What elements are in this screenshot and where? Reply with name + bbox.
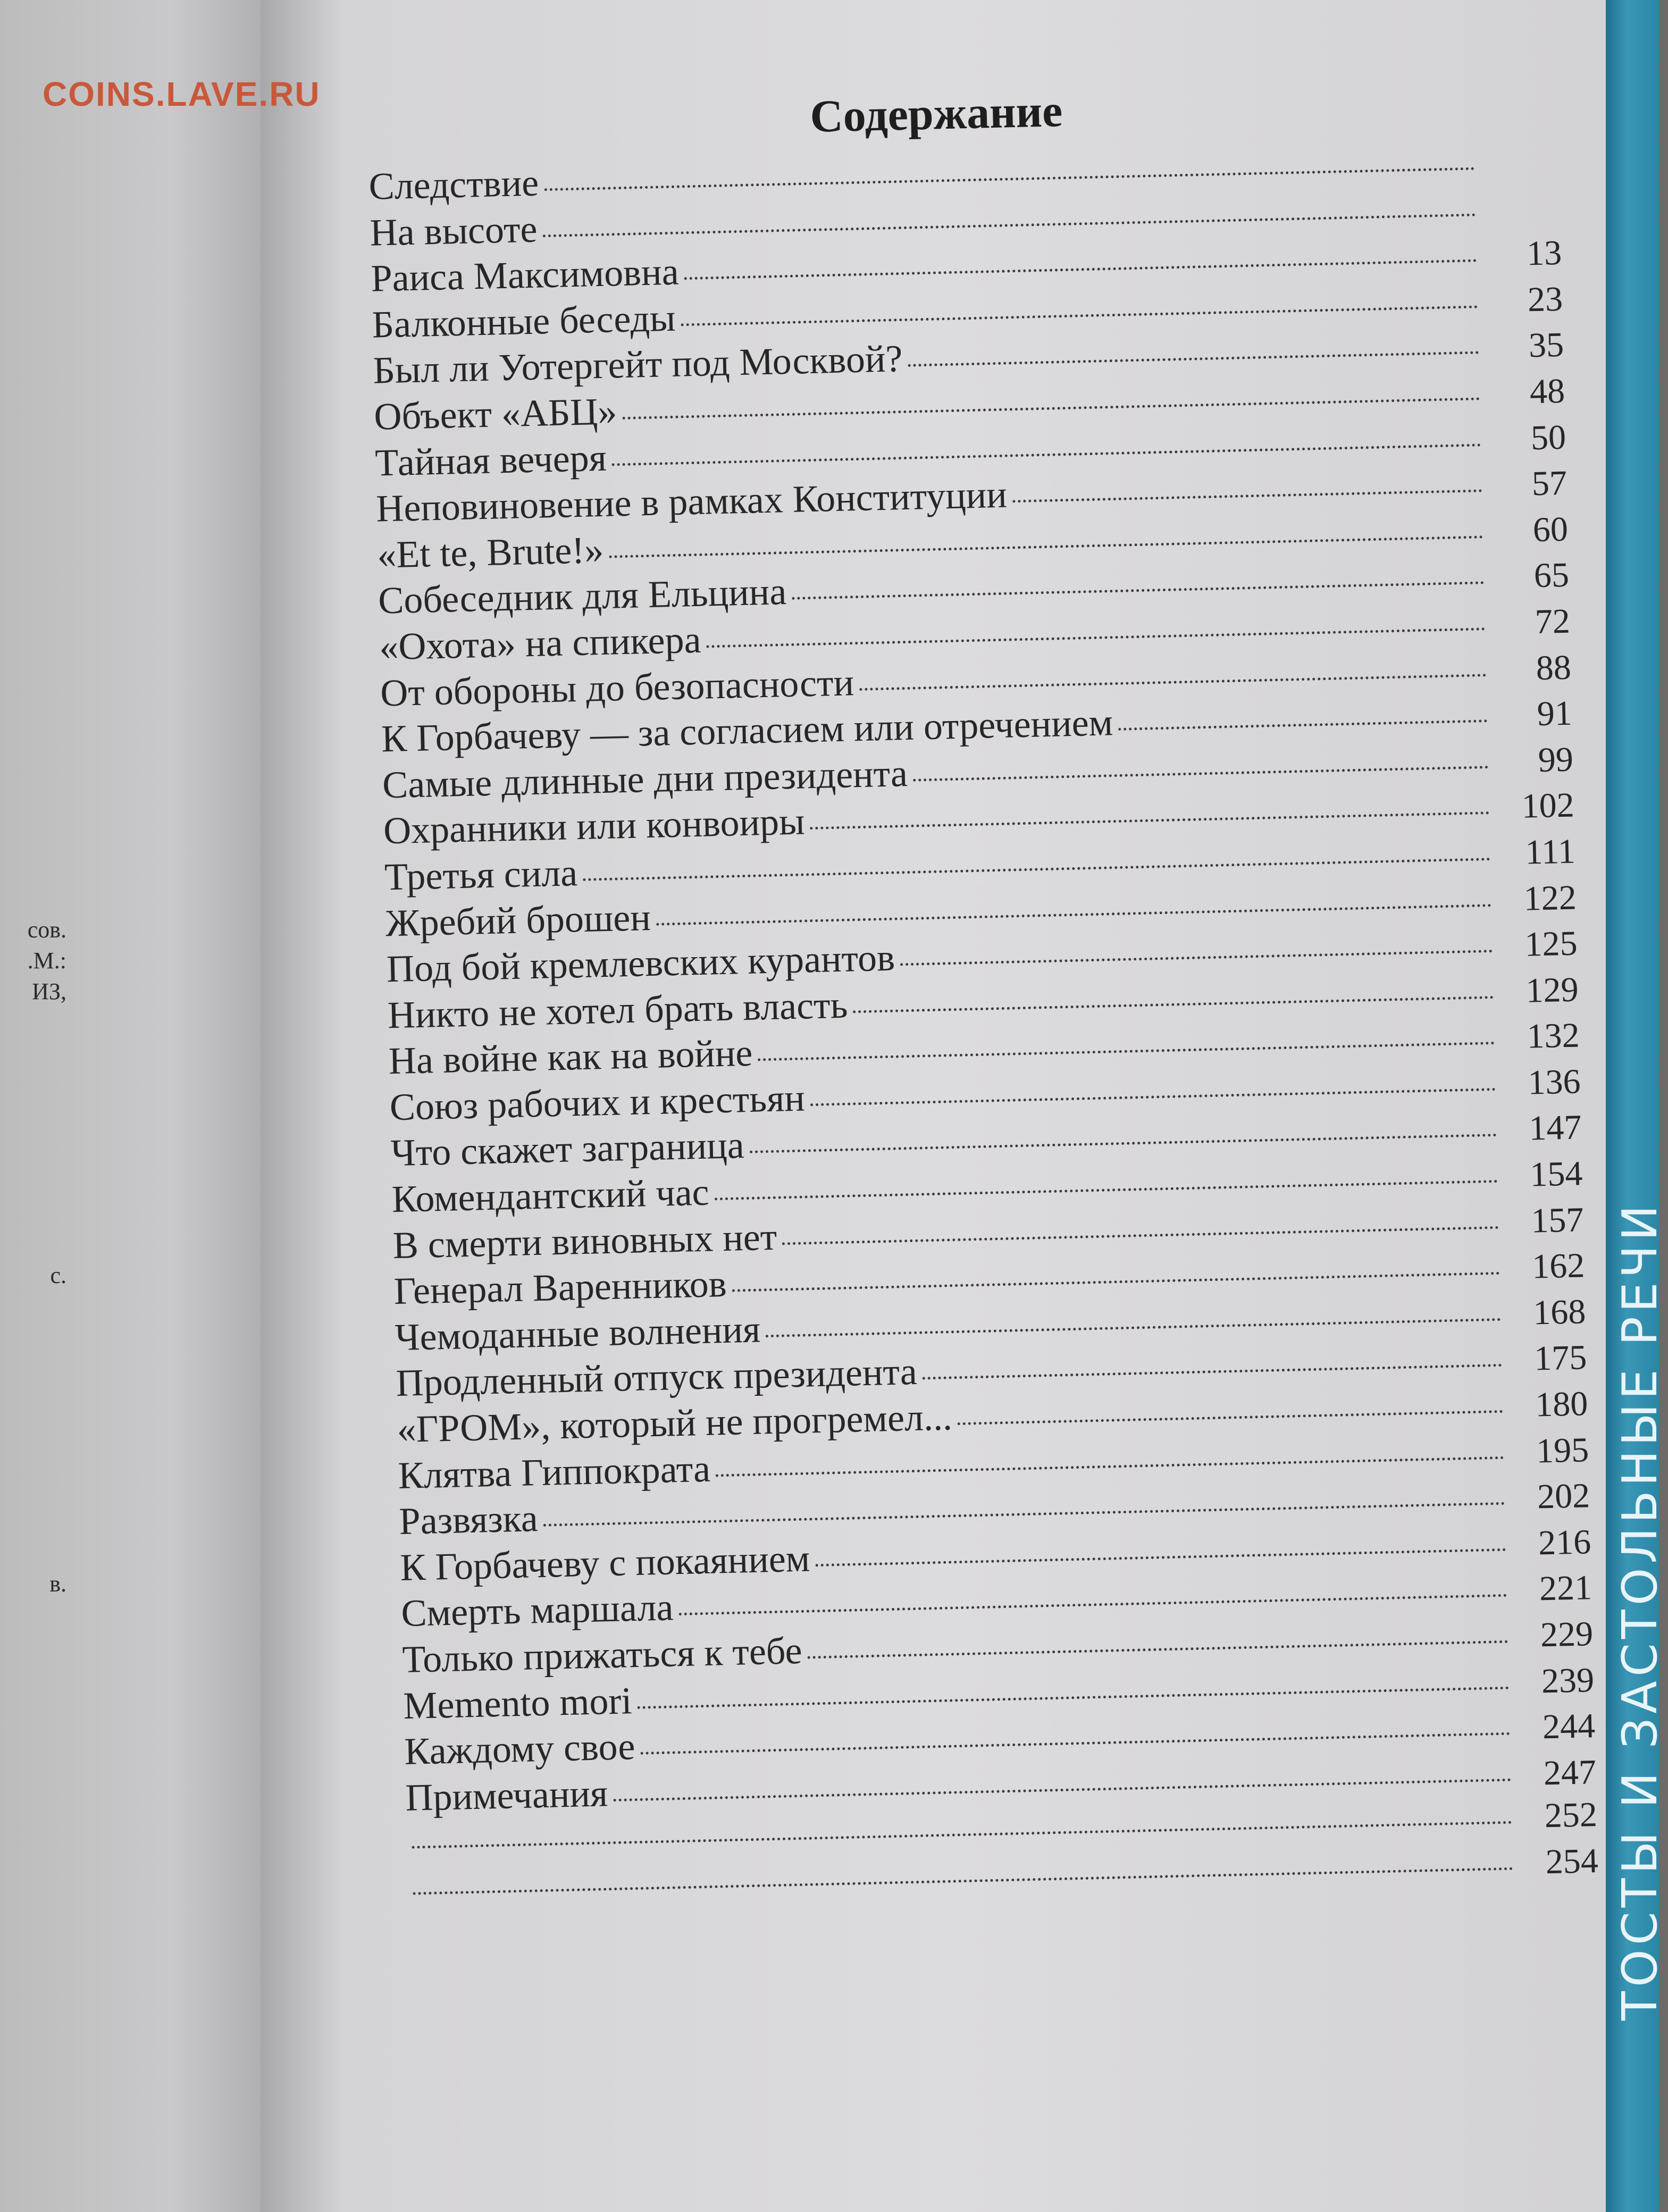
toc-entry-page: 180 xyxy=(1535,1384,1589,1425)
left-fragment: .М.: xyxy=(27,948,66,974)
toc-entry-title: На высоте xyxy=(369,207,538,254)
toc-dot-leader xyxy=(732,1272,1500,1292)
toc-entry-title: Третья сила xyxy=(384,851,578,899)
toc-dot-leader xyxy=(716,1456,1504,1477)
toc-dot-leader xyxy=(758,1042,1494,1061)
toc-dot-leader xyxy=(908,351,1479,367)
toc-dot-leader xyxy=(853,996,1494,1013)
toc-entry-page: 175 xyxy=(1533,1338,1588,1378)
toc-entry-page: 136 xyxy=(1527,1062,1581,1102)
toc-entry-page: 229 xyxy=(1540,1614,1594,1655)
toc-entry-page: 35 xyxy=(1528,325,1564,365)
toc-entry-title: Комендантский час xyxy=(391,1170,710,1221)
toc-entry-page: 88 xyxy=(1535,648,1572,688)
toc-entry-page xyxy=(1480,172,1560,174)
toc-dot-leader xyxy=(613,1778,1511,1801)
left-fragment: в. xyxy=(49,1571,66,1597)
toc-dot-leader xyxy=(1012,489,1482,502)
toc-entry-title: Только прижаться к тебе xyxy=(401,1629,803,1681)
toc-dot-leader xyxy=(543,213,1476,237)
toc-dot-leader xyxy=(612,443,1481,466)
toc-entry-page: 157 xyxy=(1530,1200,1585,1241)
left-fragment: с. xyxy=(50,1262,66,1288)
toc-entry-page: 132 xyxy=(1526,1016,1580,1056)
toc-dot-leader xyxy=(1118,719,1487,731)
toc-entry-title: Был ли Уотергейт под Москвой? xyxy=(372,337,903,392)
toc-dot-leader xyxy=(810,811,1489,830)
toc-entry-title: Собеседник для Ельцина xyxy=(378,570,787,622)
toc-dot-leader xyxy=(782,1226,1498,1245)
toc-entry-page: 216 xyxy=(1538,1522,1591,1563)
toc-entry-page: 50 xyxy=(1530,417,1566,457)
toc-entry-page: 122 xyxy=(1523,878,1577,918)
toc-entry-page: 154 xyxy=(1529,1154,1583,1194)
toc-dot-leader xyxy=(684,259,1477,280)
toc-entry-title: Жребий брошен xyxy=(385,895,651,944)
toc-dot-leader xyxy=(810,1088,1496,1106)
toc-entry-page: 23 xyxy=(1527,279,1563,320)
toc-entry-title: Самые длинные дни президента xyxy=(382,751,908,807)
toc-dot-leader xyxy=(583,858,1490,881)
toc-dot-leader xyxy=(958,1410,1503,1425)
toc-entry-page: 162 xyxy=(1531,1246,1586,1286)
toc-entry-title: «Et te, Brute!» xyxy=(376,528,605,576)
toc-dot-leader xyxy=(913,766,1488,782)
toc-dot-leader xyxy=(808,1640,1508,1659)
toc-entry-page: 252 xyxy=(1544,1795,1598,1836)
toc-entry-title: Примечания xyxy=(405,1772,608,1819)
toc-dot-leader xyxy=(544,167,1474,191)
toc-entry-page: 202 xyxy=(1537,1476,1590,1516)
watermark: COINS.LAVE.RU xyxy=(43,75,321,113)
toc-dot-leader xyxy=(750,1134,1497,1153)
toc-dot-leader xyxy=(900,950,1493,966)
toc-entry-title: Memento mori xyxy=(403,1679,633,1727)
toc-entry-page: 125 xyxy=(1524,924,1578,964)
toc-entry-title: Под бой кремлевских курантов xyxy=(386,936,895,991)
toc-dot-leader xyxy=(413,1867,1513,1895)
toc-entry-title: Неповиновение в рамках Конституции xyxy=(375,473,1008,530)
toc-entry-page: 57 xyxy=(1531,463,1568,504)
toc-dot-leader xyxy=(609,535,1483,558)
toc-entry-page: 60 xyxy=(1532,509,1569,549)
toc-entry-page: 65 xyxy=(1533,556,1570,596)
toc-entry-title: В смерти виновных нет xyxy=(392,1215,778,1267)
toc-entry-title: Генерал Варенников xyxy=(393,1262,727,1313)
toc-entry-title: Раиса Максимовна xyxy=(370,250,680,300)
toc-dot-leader xyxy=(815,1548,1506,1566)
toc-entry-page: 99 xyxy=(1537,740,1574,780)
toc-dot-leader xyxy=(543,1502,1505,1527)
toc-dot-leader xyxy=(766,1318,1501,1337)
toc-dot-leader xyxy=(923,1364,1502,1380)
toc-entry-page: 129 xyxy=(1525,970,1579,1010)
toc-entry-title: Балконные беседы xyxy=(371,296,676,346)
toc-dot-leader xyxy=(859,674,1486,691)
toc-entry-title: Каждому свое xyxy=(404,1725,636,1773)
toc-entry-title: К Горбачеву с покаянием xyxy=(399,1537,811,1589)
toc-entry-page: 102 xyxy=(1521,785,1575,826)
toc-entry-page: 195 xyxy=(1536,1430,1589,1471)
toc-entry-title: «ГРОМ», который не прогремел... xyxy=(396,1395,953,1451)
toc-dot-leader xyxy=(641,1732,1511,1755)
toc-entry-title: Охранники или конвоиры xyxy=(383,800,806,852)
toc-dot-leader xyxy=(679,1594,1507,1615)
toc-entry-title: Продленный отпуск президента xyxy=(395,1350,918,1405)
toc-entry-page: 221 xyxy=(1539,1568,1592,1608)
toc-dot-leader xyxy=(656,904,1491,926)
toc-entry-title: Тайная вечеря xyxy=(374,436,607,484)
toc-dot-leader xyxy=(412,1821,1513,1849)
toc-heading: Содержание xyxy=(809,85,1063,142)
toc-entry-page: 111 xyxy=(1524,832,1576,872)
toc-dot-leader xyxy=(681,305,1478,326)
toc-dot-leader xyxy=(792,582,1484,600)
toc-entry-page: 168 xyxy=(1532,1292,1587,1333)
toc-dot-leader xyxy=(622,397,1480,420)
toc-entry-title: На войне как на войне xyxy=(388,1032,753,1083)
toc-entry-title: Следствие xyxy=(368,161,539,208)
toc-entry-page: 13 xyxy=(1526,233,1562,273)
left-fragment: ИЗ, xyxy=(32,978,66,1004)
toc-dot-leader xyxy=(707,627,1486,648)
toc-entry-title: От обороны до безопасности xyxy=(380,660,854,714)
table-of-contents xyxy=(314,73,1599,1915)
toc-entry-title: К Горбачеву — за согласием или отречением xyxy=(381,701,1113,760)
toc-entry-title: Никто не хотел брать власть xyxy=(387,983,849,1036)
left-fragment: сов. xyxy=(27,917,66,943)
toc-entry-page: 244 xyxy=(1542,1706,1596,1747)
toc-entry-page: 239 xyxy=(1541,1660,1595,1700)
toc-entry-page: 254 xyxy=(1545,1841,1599,1882)
toc-dot-leader xyxy=(715,1180,1498,1200)
toc-entry-page: 147 xyxy=(1528,1108,1582,1149)
book-cover-title: ТОСТЫ И ЗАСТОЛЬНЫЕ РЕЧИ xyxy=(1612,1201,1668,2021)
toc-entry-page: 247 xyxy=(1543,1752,1597,1793)
left-page xyxy=(0,0,287,2212)
toc-entry-title: Развязка xyxy=(398,1497,539,1543)
toc-entry-page: 48 xyxy=(1529,371,1565,412)
toc-entry-title: Клятва Гиппократа xyxy=(397,1447,711,1497)
toc-entry-title: Союз рабочих и крестьян xyxy=(389,1076,806,1129)
toc-entry-page: 91 xyxy=(1536,693,1573,734)
toc-entry-title: Объект «АБЦ» xyxy=(373,390,618,438)
toc-entry-title: Что скажет заграница xyxy=(390,1124,745,1175)
toc-entry-page xyxy=(1481,218,1561,220)
toc-entry-title: «Охота» на спикера xyxy=(379,618,702,668)
toc-entry-page: 72 xyxy=(1534,601,1571,642)
toc-entry-title: Чемоданные волнения xyxy=(394,1308,761,1359)
toc-list xyxy=(315,138,1599,1915)
toc-entry-title: Смерть маршала xyxy=(400,1586,674,1635)
toc-dot-leader xyxy=(638,1686,1510,1708)
